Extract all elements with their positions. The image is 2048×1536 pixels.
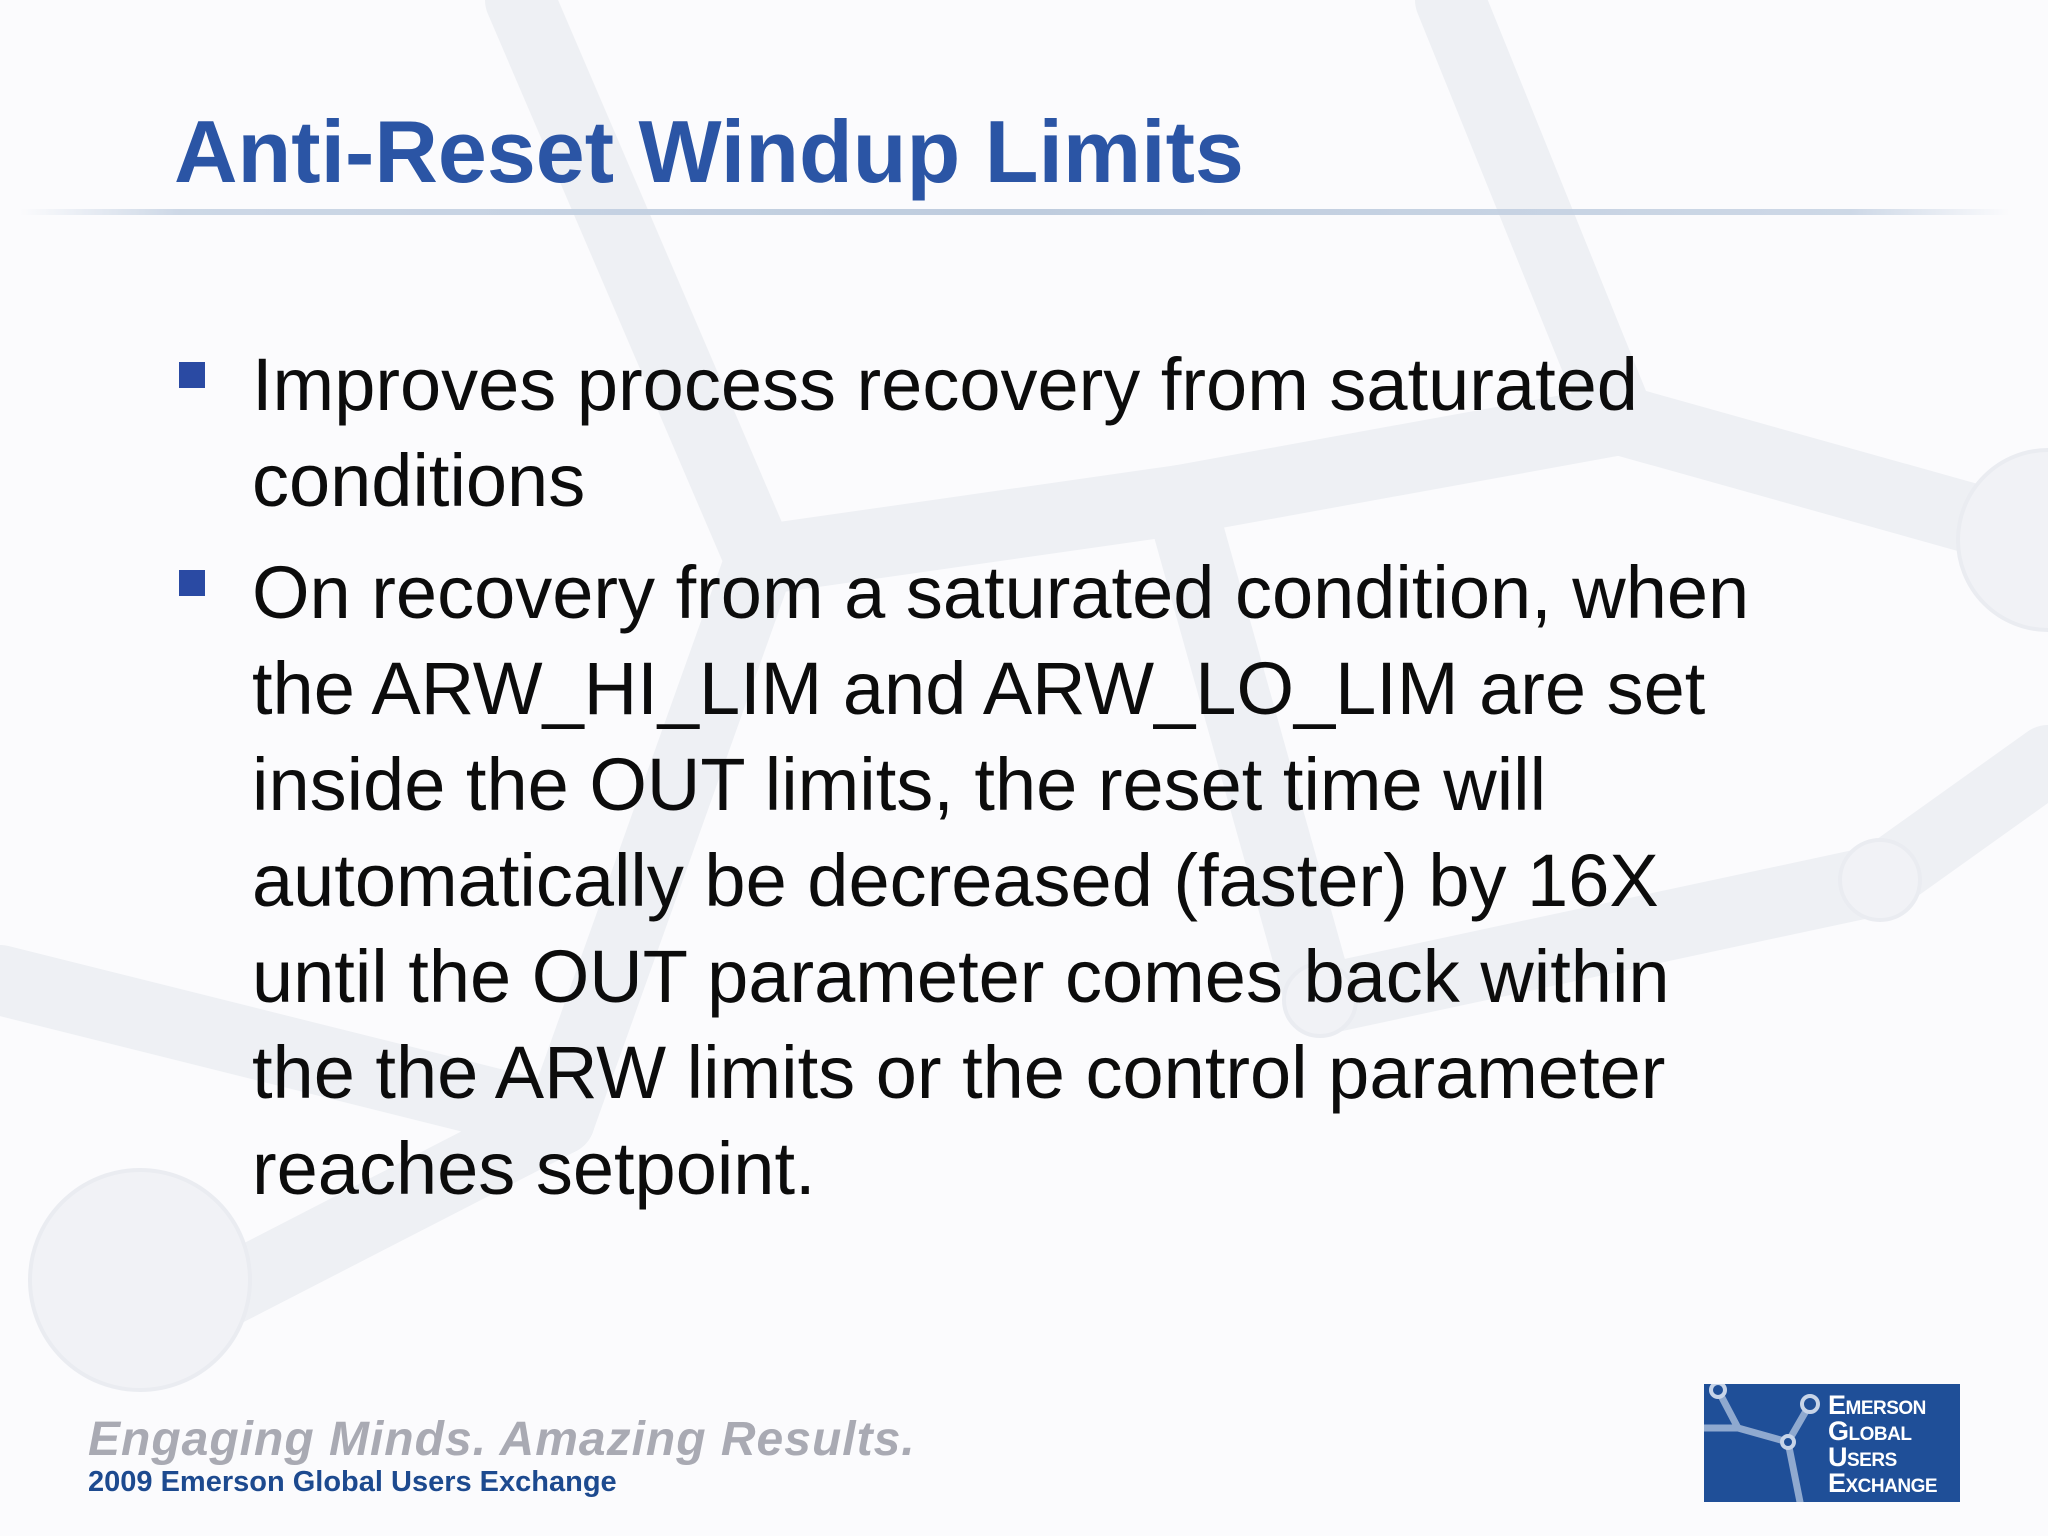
title-divider: [20, 209, 2010, 215]
logo-word: Users: [1828, 1442, 1897, 1472]
logo-wordmark: [1828, 1392, 1937, 1496]
bullet-item: [175, 337, 1895, 529]
logo-word: Exchange: [1828, 1468, 1938, 1498]
logo-word: Global: [1828, 1416, 1912, 1446]
slide-title: Anti-Reset Windup Limits: [174, 102, 1244, 201]
footer-event-name: 2009 Emerson Global Users Exchange: [88, 1466, 617, 1498]
footer-tagline: Engaging Minds. Amazing Results.: [88, 1413, 916, 1466]
logo-word: Emerson: [1828, 1390, 1926, 1420]
bullet-text: On recovery from a saturated condition, when the ARW_HI_LIM and ARW_LO_LIM are set inside the OUT limits, the reset time will automatically be decreased (faster) by 16X until the OUT parameter comes back within the the ARW limits or the control parameter reaches setpoint.: [252, 551, 1750, 1210]
bullet-list: [175, 337, 1895, 1217]
square-bullet-icon: [179, 362, 205, 388]
emerson-global-users-exchange-logo: [1704, 1384, 1960, 1502]
bullet-text: Improves process recovery from saturated conditions: [252, 343, 1638, 522]
bullet-item: [175, 545, 1895, 1217]
square-bullet-icon: [179, 570, 205, 596]
